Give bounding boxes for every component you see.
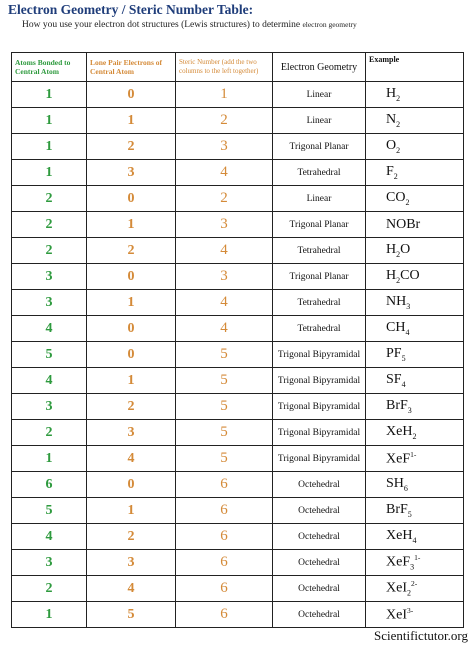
cell-example-formula [366,394,464,420]
cell-steric-number: 6 [176,498,273,524]
formula-part: SF [386,372,402,388]
formula-part: CO [400,268,420,284]
cell-atoms-bonded: 1 [12,446,87,472]
cell-steric-number: 2 [176,108,273,134]
formula-part: XeF [386,451,411,467]
cell-steric-number: 1 [176,82,273,108]
cell-example-formula [366,550,464,576]
cell-steric-number: 5 [176,342,273,368]
cell-electron-geometry: Octehedral [273,576,366,602]
cell-electron-geometry: Linear [273,108,366,134]
formula-part: 2 [412,431,417,441]
cell-lone-pairs: 1 [87,290,176,316]
cell-lone-pairs: 2 [87,238,176,264]
table-row [12,446,464,472]
table-row [12,472,464,498]
cell-lone-pairs: 4 [87,446,176,472]
cell-example-formula [366,264,464,290]
cell-lone-pairs: 2 [87,524,176,550]
cell-lone-pairs: 3 [87,160,176,186]
cell-lone-pairs: 2 [87,134,176,160]
cell-steric-number: 3 [176,134,273,160]
cell-atoms-bonded: 1 [12,602,87,628]
cell-steric-number: 5 [176,446,273,472]
formula-part: XeI [386,580,407,596]
formula-part: 2 [396,93,401,103]
formula-part: 2 [396,249,401,259]
formula-part: 3- [407,605,414,615]
cell-electron-geometry: Octehedral [273,550,366,576]
page-title: Electron Geometry / Steric Number Table: [8,2,254,17]
table-row [12,576,464,602]
formula-part: 3 [407,405,412,415]
cell-steric-number: 3 [176,212,273,238]
formula-part: 6 [403,483,408,493]
header-example: Example [366,53,464,82]
formula-part: 2- [411,579,418,589]
formula-part: 5 [407,509,412,519]
cell-atoms-bonded: 3 [12,550,87,576]
cell-atoms-bonded: 2 [12,212,87,238]
header-lone-pairs: Lone Pair Electrons of Central Atom [87,53,176,82]
header-steric-number: Steric Number (add the two columns to the left together) [176,53,273,82]
cell-steric-number: 6 [176,602,273,628]
cell-electron-geometry: Tetrahedral [273,238,366,264]
cell-lone-pairs: 1 [87,498,176,524]
cell-steric-number: 5 [176,394,273,420]
cell-electron-geometry: Octehedral [273,602,366,628]
cell-electron-geometry: Trigonal Bipyramidal [273,420,366,446]
cell-electron-geometry: Octehedral [273,524,366,550]
cell-example-formula [366,368,464,394]
cell-lone-pairs: 0 [87,316,176,342]
cell-steric-number: 4 [176,316,273,342]
table-row [12,212,464,238]
cell-example-formula [366,238,464,264]
cell-atoms-bonded: 3 [12,394,87,420]
cell-example-formula [366,316,464,342]
cell-steric-number: 5 [176,368,273,394]
page-subtitle [22,20,357,30]
formula-part: XeI [386,607,407,623]
subtitle-small: electron geometry [302,20,357,29]
formula-part: 1- [410,449,417,459]
cell-atoms-bonded: 1 [12,160,87,186]
cell-example-formula [366,186,464,212]
cell-atoms-bonded: 1 [12,82,87,108]
cell-electron-geometry: Tetrahedral [273,316,366,342]
formula-part: BrF [386,502,408,518]
cell-lone-pairs: 1 [87,108,176,134]
cell-atoms-bonded: 4 [12,316,87,342]
formula-part: 2 [396,119,401,129]
cell-atoms-bonded: 4 [12,368,87,394]
cell-electron-geometry: Linear [273,186,366,212]
cell-lone-pairs: 2 [87,394,176,420]
table-row [12,524,464,550]
cell-electron-geometry: Tetrahedral [273,160,366,186]
table-row [12,316,464,342]
cell-atoms-bonded: 5 [12,498,87,524]
table-row [12,602,464,628]
cell-electron-geometry: Octehedral [273,472,366,498]
cell-example-formula [366,472,464,498]
cell-steric-number: 6 [176,472,273,498]
cell-lone-pairs: 0 [87,264,176,290]
cell-steric-number: 4 [176,290,273,316]
formula-part: F [386,164,394,180]
header-electron-geometry: Electron Geometry [273,53,366,82]
cell-lone-pairs: 3 [87,550,176,576]
formula-part: H [386,86,397,102]
cell-example-formula [366,446,464,472]
formula-part: 4 [412,535,417,545]
formula-part: XeH [386,424,413,440]
formula-part: CH [386,320,406,336]
formula-part: NOBr [386,216,421,232]
formula-part: SH [386,476,404,492]
header-atoms-bonded: Atoms Bonded to Central Atom [12,53,87,82]
formula-part: 3 [406,301,411,311]
cell-steric-number: 5 [176,420,273,446]
cell-atoms-bonded: 3 [12,264,87,290]
cell-lone-pairs: 0 [87,186,176,212]
formula-part: XeF [386,554,411,570]
footer-site-name: Scientifictutor.org [374,628,468,643]
cell-lone-pairs: 0 [87,82,176,108]
table-row [12,290,464,316]
cell-example-formula [366,108,464,134]
table-row [12,82,464,108]
cell-example-formula [366,134,464,160]
cell-atoms-bonded: 6 [12,472,87,498]
subtitle-main: How you use your electron dot structures (Lewis structures) to determine [22,20,301,30]
table-row [12,186,464,212]
cell-atoms-bonded: 2 [12,186,87,212]
formula-part: 4 [405,327,410,337]
formula-part: H [386,268,397,284]
formula-part: 3 [410,562,415,572]
formula-part: N [386,112,397,128]
formula-part: XeH [386,528,413,544]
formula-part: 2 [396,275,401,285]
cell-lone-pairs: 4 [87,576,176,602]
cell-electron-geometry: Trigonal Planar [273,264,366,290]
table-row [12,160,464,186]
cell-atoms-bonded: 2 [12,420,87,446]
formula-part: 2 [396,145,401,155]
cell-lone-pairs: 1 [87,212,176,238]
cell-atoms-bonded: 2 [12,238,87,264]
cell-steric-number: 3 [176,264,273,290]
cell-lone-pairs: 5 [87,602,176,628]
formula-part: 2 [393,171,398,181]
table-row [12,394,464,420]
table-row [12,550,464,576]
formula-part: O [400,242,411,258]
cell-electron-geometry: Trigonal Bipyramidal [273,368,366,394]
table-body [12,82,464,628]
cell-atoms-bonded: 4 [12,524,87,550]
formula-part: 1- [414,553,421,563]
cell-steric-number: 4 [176,160,273,186]
cell-atoms-bonded: 1 [12,134,87,160]
table-row [12,420,464,446]
cell-steric-number: 6 [176,524,273,550]
cell-electron-geometry: Octehedral [273,498,366,524]
formula-part: NH [386,294,407,310]
cell-electron-geometry: Trigonal Bipyramidal [273,394,366,420]
table-header-row [12,53,464,82]
table-row [12,134,464,160]
cell-example-formula [366,576,464,602]
cell-example-formula [366,290,464,316]
cell-atoms-bonded: 3 [12,290,87,316]
cell-example-formula [366,524,464,550]
table-row [12,108,464,134]
cell-lone-pairs: 0 [87,472,176,498]
cell-atoms-bonded: 5 [12,342,87,368]
formula-part: PF [386,346,402,362]
formula-part: BrF [386,398,408,414]
cell-electron-geometry: Trigonal Planar [273,134,366,160]
formula-part: 2 [407,588,411,598]
cell-electron-geometry: Trigonal Bipyramidal [273,446,366,472]
table-row [12,264,464,290]
cell-example-formula [366,212,464,238]
formula-part: H [386,242,397,258]
cell-electron-geometry: Linear [273,82,366,108]
cell-steric-number: 2 [176,186,273,212]
cell-example-formula [366,420,464,446]
cell-lone-pairs: 1 [87,368,176,394]
cell-steric-number: 6 [176,550,273,576]
cell-example-formula [366,602,464,628]
formula-part: CO [386,190,406,206]
formula-part: 5 [401,353,406,363]
cell-example-formula [366,498,464,524]
table-row [12,238,464,264]
table-row [12,368,464,394]
formula-part: 2 [405,197,410,207]
steric-number-table [11,52,464,628]
formula-part: O [386,138,397,154]
cell-atoms-bonded: 1 [12,108,87,134]
table-row [12,342,464,368]
formula-part: 4 [401,379,406,389]
cell-steric-number: 6 [176,576,273,602]
cell-steric-number: 4 [176,238,273,264]
cell-lone-pairs: 0 [87,342,176,368]
cell-lone-pairs: 3 [87,420,176,446]
cell-example-formula [366,82,464,108]
table-row [12,498,464,524]
cell-example-formula [366,160,464,186]
cell-electron-geometry: Tetrahedral [273,290,366,316]
cell-electron-geometry: Trigonal Planar [273,212,366,238]
cell-electron-geometry: Trigonal Bipyramidal [273,342,366,368]
cell-atoms-bonded: 2 [12,576,87,602]
cell-example-formula [366,342,464,368]
